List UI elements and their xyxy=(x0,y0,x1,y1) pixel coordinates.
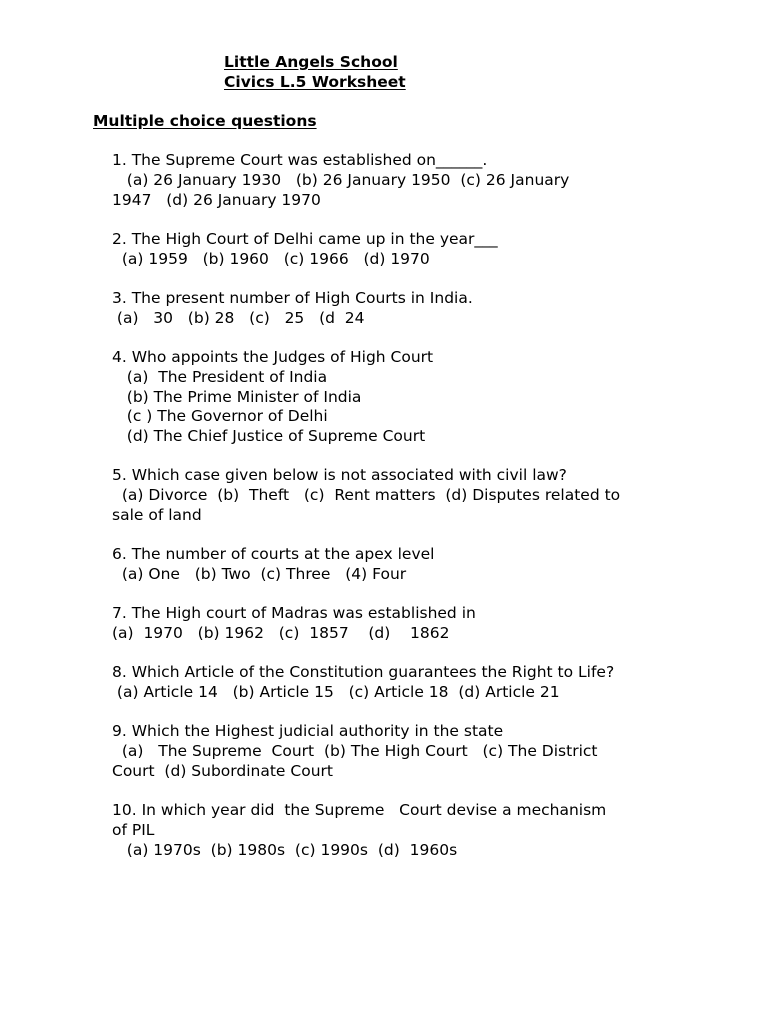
question-3-options: (a) 30 (b) 28 (c) 25 (d 24 xyxy=(112,309,365,327)
question-4-option-a: (a) The President of India xyxy=(112,368,328,386)
question-5-options: (a) Divorce (b) Theft (c) Rent matters (d) Disputes related to xyxy=(112,486,621,504)
question-9-text: 9. Which the Highest judicial authority in the state xyxy=(112,722,504,740)
question-1-options: (a) 26 January 1930 (b) 26 January 1950 (c) 26 January xyxy=(112,171,570,189)
question-7-text: 7. The High court of Madras was established in xyxy=(112,604,476,622)
question-10-options: (a) 1970s (b) 1980s (c) 1990s (d) 1960s xyxy=(112,841,458,859)
question-1-options-cont: 1947 (d) 26 January 1970 xyxy=(112,191,321,209)
question-10-text: 10. In which year did the Supreme Court devise a mechanism xyxy=(112,801,607,819)
worksheet-header xyxy=(224,52,406,92)
question-5-text: 5. Which case given below is not associated with civil law? xyxy=(112,466,567,484)
question-4-text: 4. Who appoints the Judges of High Court xyxy=(112,348,434,366)
question-8-options: (a) Article 14 (b) Article 15 (c) Article 18 (d) Article 21 xyxy=(112,683,560,701)
worksheet-title: Civics L.5 Worksheet xyxy=(224,73,406,91)
question-6-text: 6. The number of courts at the apex level xyxy=(112,545,435,563)
school-name: Little Angels School xyxy=(224,53,398,71)
question-9-options: (a) The Supreme Court (b) The High Court (c) The District xyxy=(112,742,598,760)
question-4-option-d: (d) The Chief Justice of Supreme Court xyxy=(112,427,426,445)
question-5-options-cont: sale of land xyxy=(112,506,202,524)
question-9-options-cont: Court (d) Subordinate Court xyxy=(112,762,333,780)
question-8-text: 8. Which Article of the Constitution guarantees the Right to Life? xyxy=(112,663,615,681)
question-2-text: 2. The High Court of Delhi came up in the year___ xyxy=(112,230,498,248)
question-6-options: (a) One (b) Two (c) Three (4) Four xyxy=(112,565,407,583)
question-10-text-cont: of PIL xyxy=(112,821,155,839)
question-4-option-b: (b) The Prime Minister of India xyxy=(112,388,362,406)
section-title: Multiple choice questions xyxy=(93,112,317,130)
question-3-text: 3. The present number of High Courts in India. xyxy=(112,289,473,307)
question-4-option-c: (c ) The Governor of Delhi xyxy=(112,407,328,425)
question-2-options: (a) 1959 (b) 1960 (c) 1966 (d) 1970 xyxy=(112,250,430,268)
question-7-options: (a) 1970 (b) 1962 (c) 1857 (d) 1862 xyxy=(112,624,450,642)
question-1-text: 1. The Supreme Court was established on______. xyxy=(112,151,488,169)
